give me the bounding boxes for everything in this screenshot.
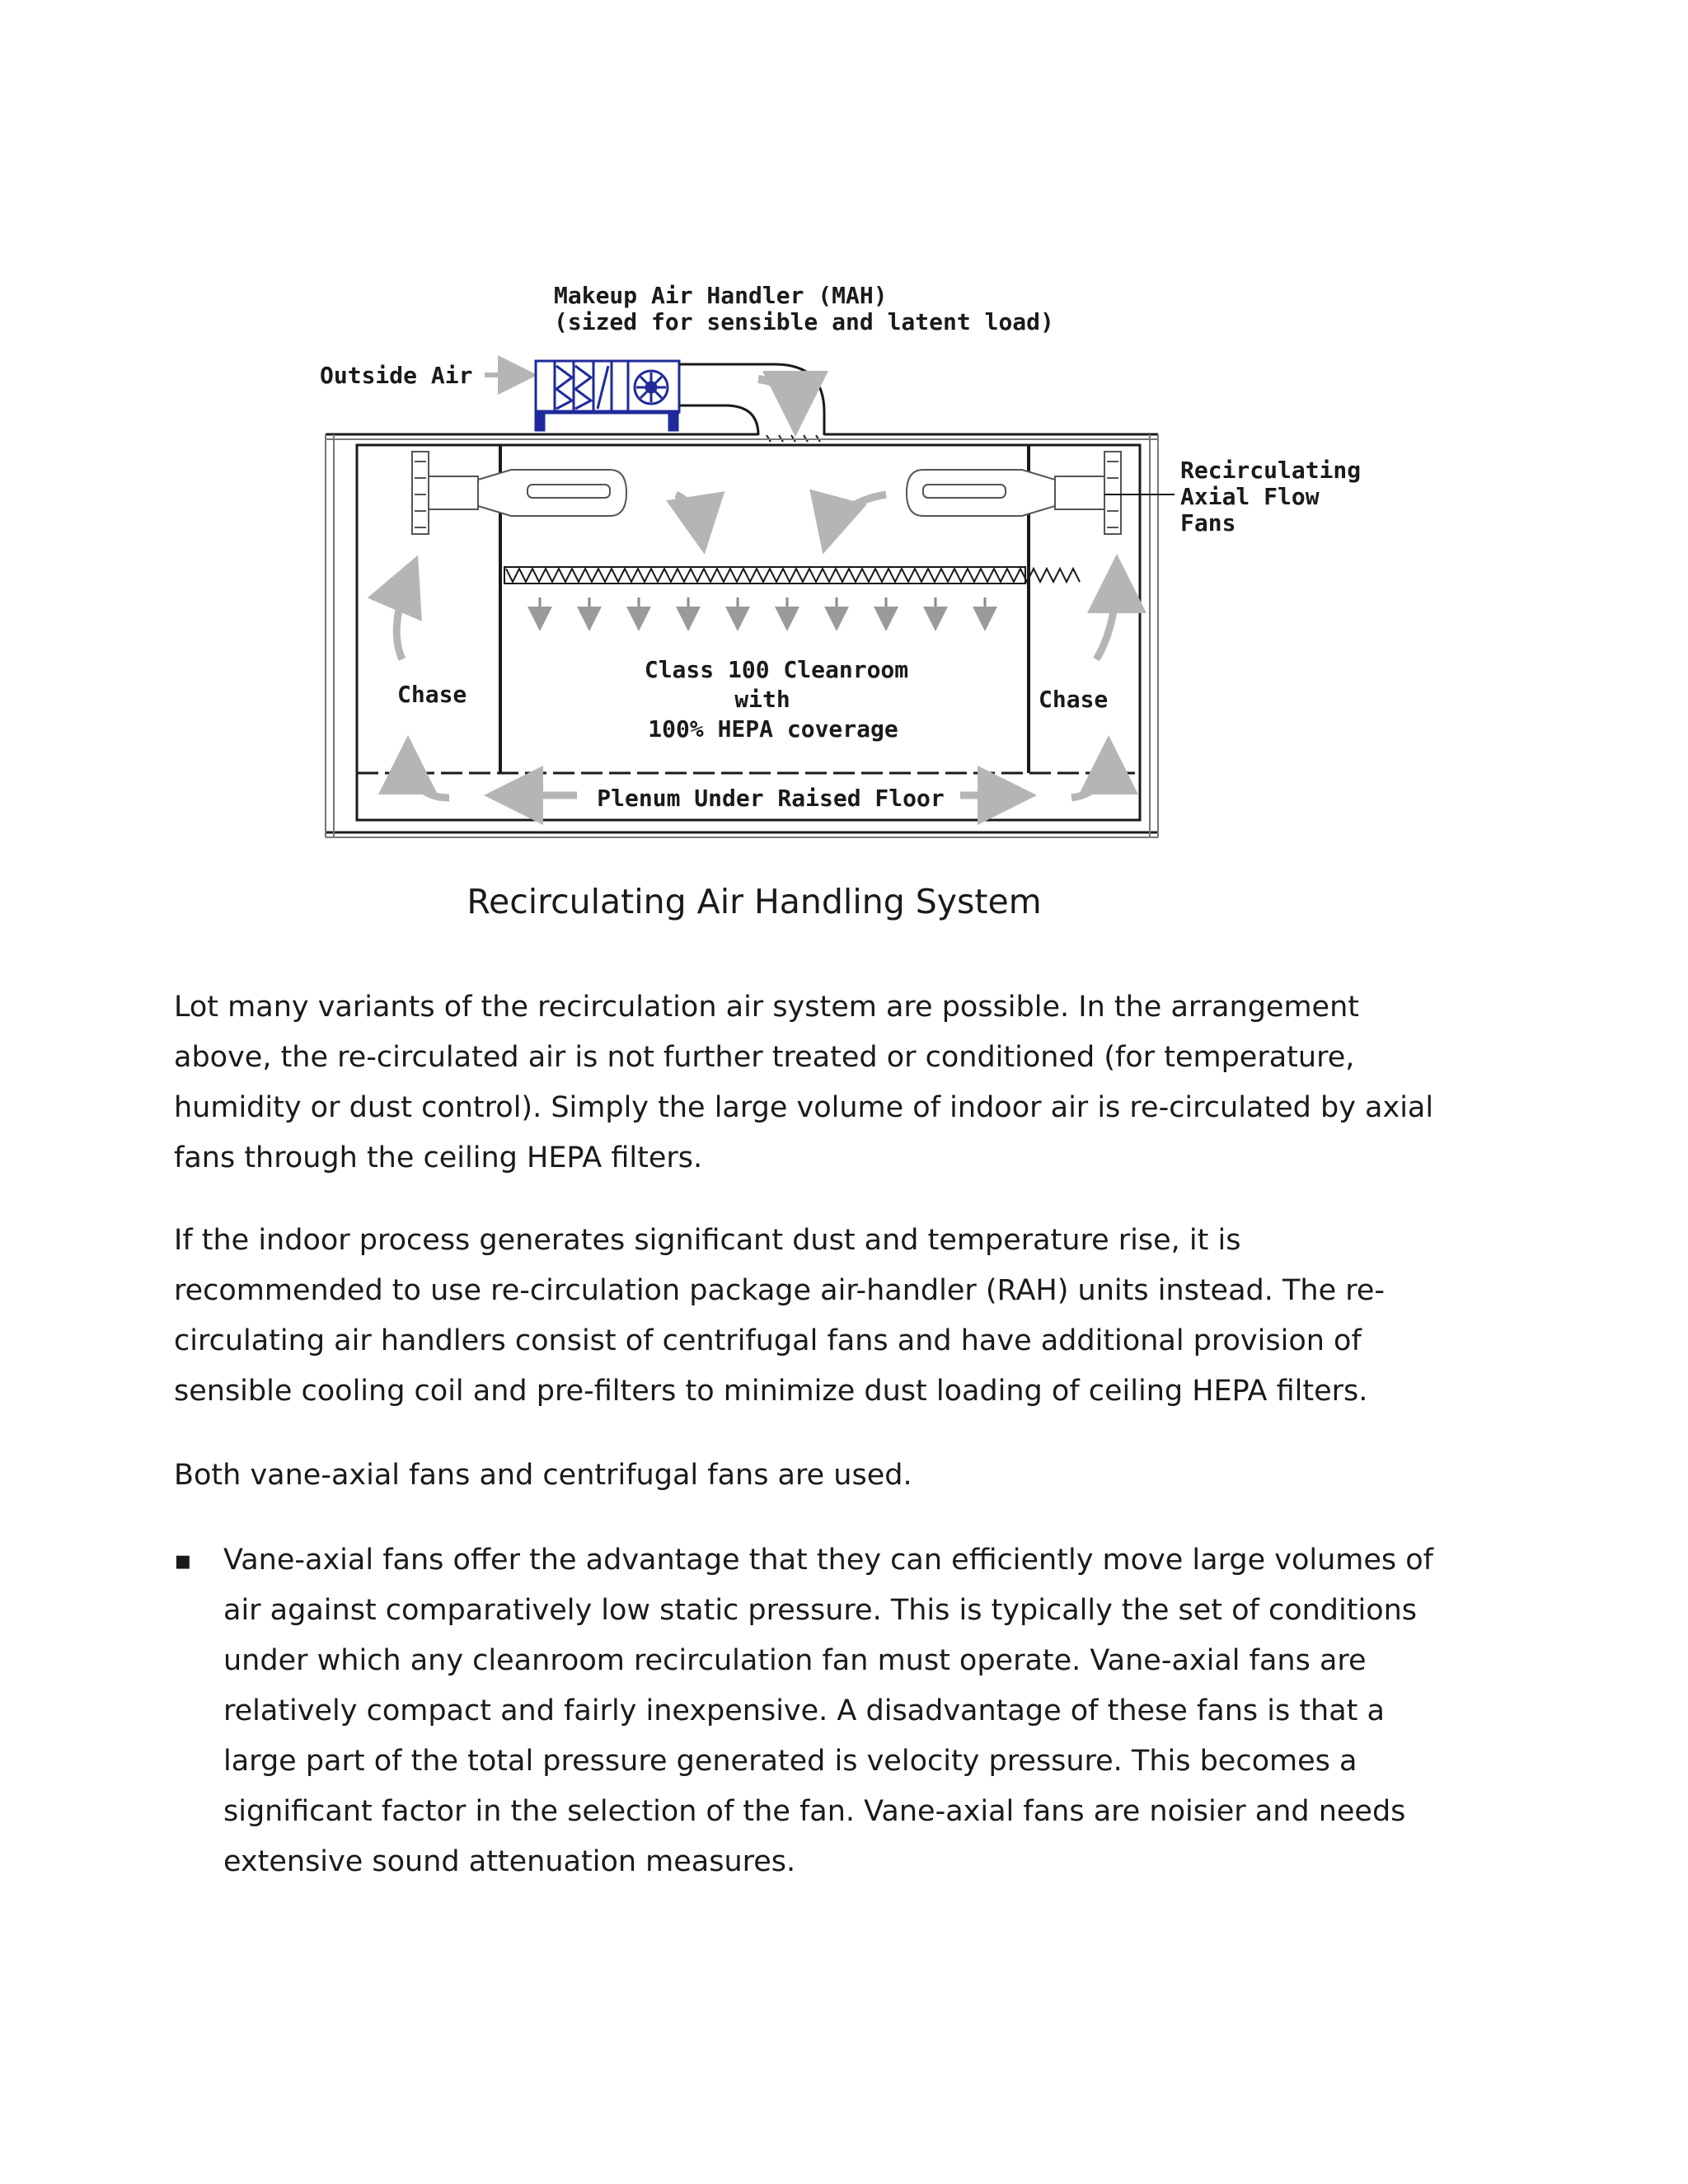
supply-duct <box>679 364 824 442</box>
paragraph-3: Both vane-axial fans and centrifugal fans are used. <box>174 1459 912 1492</box>
plenum-label: Plenum Under Raised Floor <box>597 785 945 812</box>
mah-label-line1: Makeup Air Handler (MAH) <box>554 282 888 309</box>
bullet-item-1: Vane-axial fans offer the advantage that they can efficiently move large volumes of air against comparatively low static pressure. This is typically the set of conditions under which any cleanroom recirculation fan must operate. Vane-axial fans are relatively compact and fairly inexpensive. A disadvantage of these fans is that a large part of the total pressure generated is velocity pressure. This becomes a significant factor in the selection of the fan. Vane-axial fans are noisier and needs extensive sound attenuation measures. <box>223 1544 1433 1878</box>
diagram-caption: Recirculating Air Handling System <box>467 882 1042 921</box>
paragraph-2: If the indoor process generates significant dust and temperature rise, it is recommended to use re-circulation package air-handler (RAH) units instead. The re-circulating air handlers consist of centrifugal fans and have additional provision of sensible cooling coil and pre-filters to minimize dust loading of ceiling HEPA filters. <box>174 1224 1386 1408</box>
chase-left-label: Chase <box>397 681 467 708</box>
cleanroom-label-line2: with <box>734 686 790 713</box>
fans-label-line1: Recirculating <box>1180 457 1362 484</box>
cleanroom-label-line1: Class 100 Cleanroom <box>644 656 909 683</box>
duct-airflow-arrow <box>758 379 795 420</box>
right-axial-fan <box>907 452 1121 534</box>
recirculating-air-handling-diagram <box>0 0 1688 948</box>
cleanroom-label-line3: 100% HEPA coverage <box>648 715 898 743</box>
fans-label-line2: Axial Flow <box>1180 483 1320 510</box>
left-axial-fan <box>412 452 626 534</box>
mah-label-line2: (sized for sensible and latent load) <box>554 308 1054 335</box>
outside-air-label: Outside Air <box>320 362 473 389</box>
hepa-filter-row <box>504 567 1080 583</box>
makeup-air-handler-unit <box>536 361 679 430</box>
downflow-arrows <box>540 598 985 626</box>
chase-right-label: Chase <box>1039 686 1109 713</box>
fans-label-line3: Fans <box>1180 509 1236 537</box>
paragraph-1: Lot many variants of the recirculation air system are possible. In the arrangement above, the re-circulated air is not further treated or conditioned (for temperature, humidity or dust control). Simply the large volume of indoor air is re-circulated by axial fans through the ceiling HEPA filters. <box>174 991 1434 1174</box>
circulation-arrows <box>396 494 1117 798</box>
bullet-marker: ▪ <box>174 1544 192 1576</box>
